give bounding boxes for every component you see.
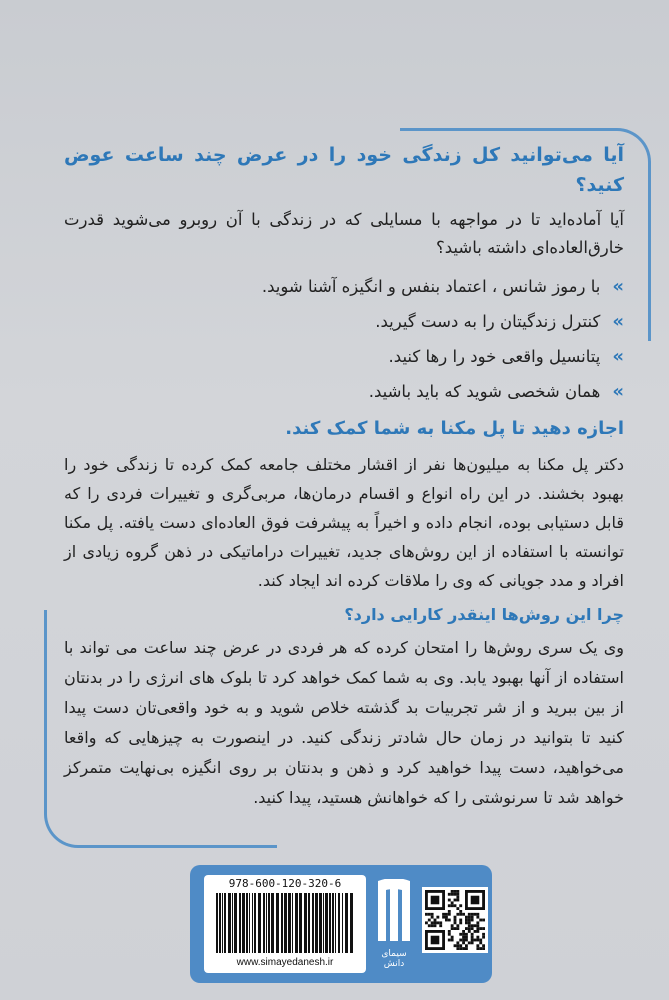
body-paragraph-1: دکتر پل مکنا به میلیون‌ها نفر از اقشار مختلف جامعه کمک کرده تا زندگی خود را بهبود بخشند. در این راه انواع و اقسام درمان‌ها، مربی‌گری و تغییرات فردی را که قابل دستیابی بوده، انجام داده و اخیراً به پیشرفت فوق العاده‌ای دست یافته. پل مکنا توانسته با استفاده از این روش‌های جدید، تغییرات دراماتیکی در ذهن گروه زیادی از افراد و مدد جویانی که وی را ملاقات کرده اند ایجاد کند. xyxy=(64,455,624,590)
bullet-marker: » xyxy=(612,381,624,402)
subheading: چرا این روش‌ها اینقدر کارایی دارد؟ xyxy=(344,605,624,624)
bullet-marker: » xyxy=(612,311,624,332)
bullet-marker: » xyxy=(612,346,624,367)
bullet-text: کنترل زندگیتان را به دست گیرید. xyxy=(375,312,601,331)
website-url: www.simayedanesh.ir xyxy=(236,957,334,968)
back-cover-text xyxy=(64,140,624,813)
barcode-panel xyxy=(204,875,366,973)
body-paragraph-2: وی یک سری روش‌ها را امتحان کرده که هر فردی در عرض چند ساعت می تواند با استفاده از آنها بهبود یابد. وی به شما کمک خواهد کرد تا بلوک های انرژی را در بدنتان از بین ببرید و از شر تجربیات بد گذشته خلاص شوید و به خود واقعی‌تان دست پیدا کنید تا بتوانید در زمان حال شادتر زندگی کنید. در اینصورت به چیزهایی که واقعا می‌خواهید، دست پیدا خواهید کرد و ذهن و بدنتان بر روی انگیزه بی‌نهایت متمرکز خواهد شد تا سرنوشتی را که خواهانش هستید، پیدا کنید. xyxy=(64,638,624,807)
list-item xyxy=(64,379,624,405)
publisher-logo-icon xyxy=(374,879,414,967)
intro-paragraph: آیا آماده‌اید تا در مواجهه با مسایلی که در زندگی با آن روبرو می‌شوید قدرت خارق‌العاده‌ای داشته باشید؟ xyxy=(64,210,624,257)
secondary-heading: اجازه دهید تا پل مکنا به شما کمک کند. xyxy=(285,418,624,439)
bullet-text: با رموز شانس ، اعتماد بنفس و انگیزه آشنا شوید. xyxy=(261,277,601,296)
list-item xyxy=(64,309,624,335)
list-item xyxy=(64,274,624,300)
isbn-number: 978-600-120-320-6 xyxy=(228,877,342,890)
bullet-text: همان شخصی شوید که باید باشید. xyxy=(368,382,601,401)
qr-code-icon xyxy=(422,887,488,953)
publisher-name: سیمای دانش xyxy=(381,949,407,969)
bullet-list xyxy=(64,274,624,405)
barcode-icon xyxy=(214,893,356,953)
publisher-box xyxy=(190,865,492,983)
main-heading: آیا می‌توانید کل زندگی خود را در عرض چند ساعت عوض کنید؟ xyxy=(64,144,624,196)
list-item xyxy=(64,344,624,370)
bullet-text: پتانسیل واقعی خود را رها کنید. xyxy=(388,347,601,366)
bullet-marker: » xyxy=(612,276,624,297)
